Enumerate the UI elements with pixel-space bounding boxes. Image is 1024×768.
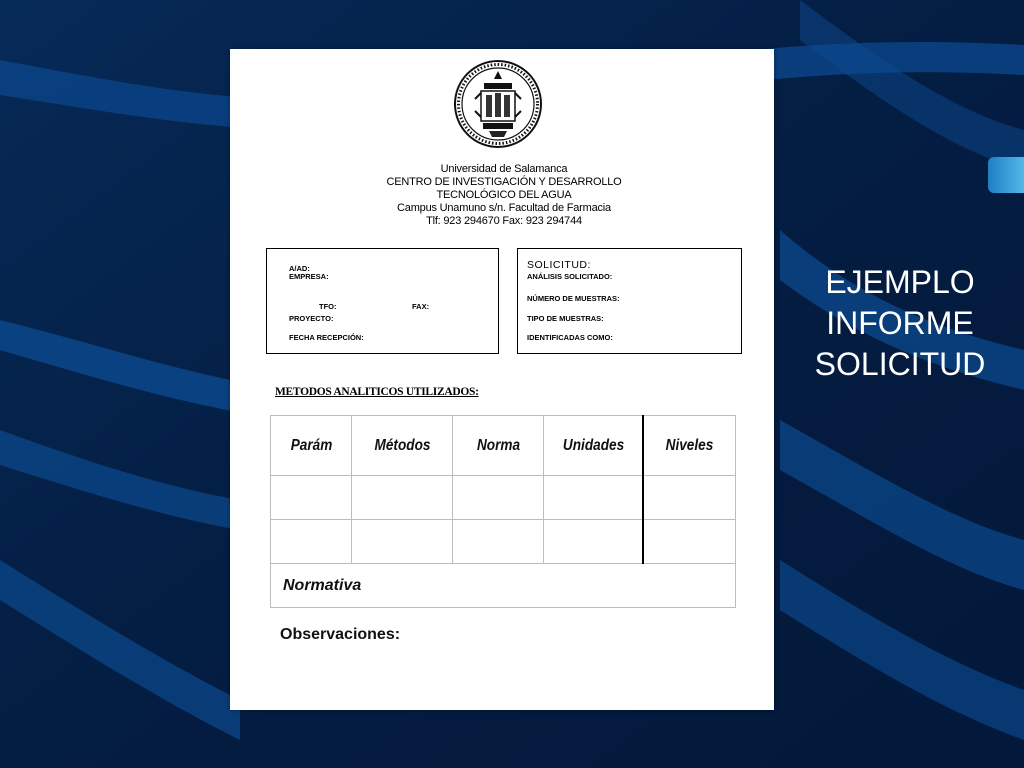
aad-label: A/AD: [289, 264, 310, 273]
table-cell [271, 520, 352, 564]
header-line: TECNOLÓGICO DEL AGUA [436, 189, 572, 201]
normativa-row [271, 564, 736, 608]
request-info-box [517, 248, 742, 354]
header-line: Tlf: 923 294670 Fax: 923 294744 [426, 215, 582, 227]
table-header-row [271, 416, 736, 476]
table-row [271, 476, 736, 520]
slide-title-line: SOLICITUD [814, 346, 986, 382]
client-info-box [266, 248, 499, 354]
tfo-label: TFO: [319, 302, 337, 311]
proyecto-label: PROYECTO: [289, 314, 334, 323]
analisis-solicitado-label: ANÁLISIS SOLICITADO: [527, 272, 613, 281]
slide-title-line: INFORME [826, 305, 974, 341]
empresa-label: EMPRESA: [289, 272, 329, 281]
observaciones-label: Observaciones: [280, 626, 401, 643]
institution-header [310, 163, 698, 228]
methods-heading: METODOS ANALITICOS UTILIZADOS: [275, 386, 479, 398]
numero-muestras-label: NÚMERO DE MUESTRAS: [527, 294, 620, 303]
table-cell [453, 476, 544, 520]
column-header: Unidades [551, 416, 636, 476]
tipo-muestras-label: TIPO DE MUESTRAS: [527, 314, 604, 323]
header-line: Universidad de Salamanca [440, 163, 568, 175]
solicitud-label: SOLICITUD: [527, 259, 591, 271]
table-cell [544, 520, 644, 564]
form-page [230, 49, 774, 710]
fecha-recepcion-label: FECHA RECEPCIÓN: [289, 333, 364, 342]
table-cell [643, 476, 736, 520]
university-seal-icon [453, 59, 543, 149]
column-header: Métodos [359, 416, 445, 476]
column-header: Parám [277, 416, 346, 476]
table-cell [352, 476, 453, 520]
table-row [271, 520, 736, 564]
identificadas-como-label: IDENTIFICADAS COMO: [527, 333, 613, 342]
table-cell [271, 476, 352, 520]
slide-title-line: EJEMPLO [825, 264, 975, 300]
normativa-label: Normativa [271, 564, 736, 608]
fax-label: FAX: [412, 302, 430, 311]
accent-tab [988, 157, 1024, 193]
table-cell [643, 520, 736, 564]
header-line: CENTRO DE INVESTIGACIÓN Y DESARROLLO [386, 176, 622, 188]
slide-title [790, 262, 1010, 385]
table-cell [544, 476, 644, 520]
header-line: Campus Unamuno s/n. Facultad de Farmacia [397, 202, 611, 214]
table-cell [352, 520, 453, 564]
methods-table [270, 415, 736, 608]
column-header: Niveles [650, 416, 729, 476]
column-header: Norma [459, 416, 536, 476]
table-cell [453, 520, 544, 564]
